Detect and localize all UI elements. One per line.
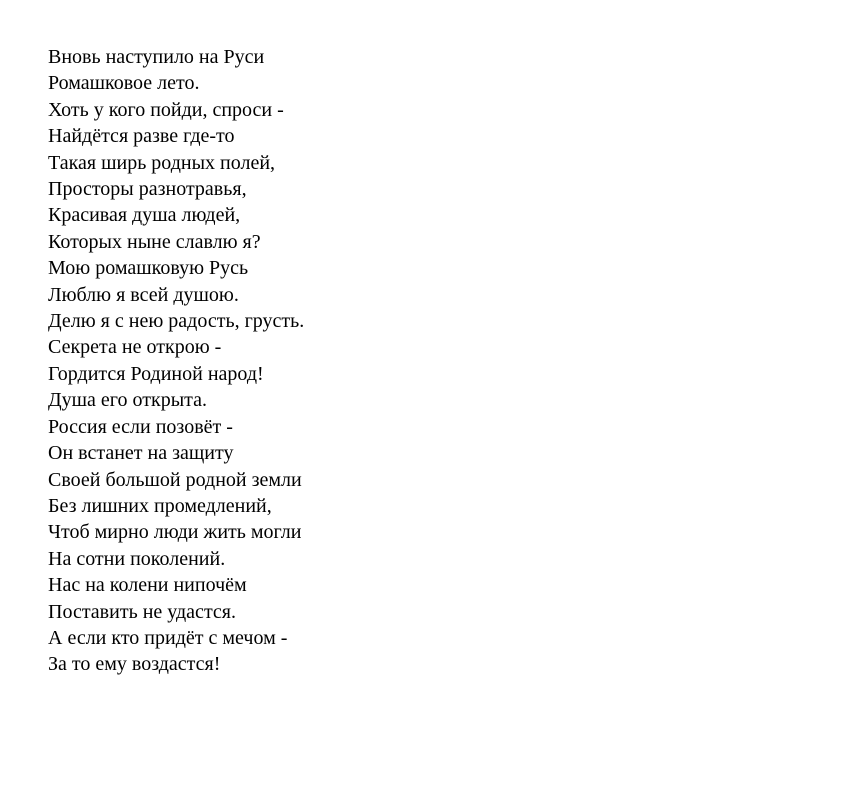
poem-line: Которых ныне славлю я?: [48, 230, 261, 253]
poem-line: Россия если позовёт -: [48, 415, 233, 438]
poem-line: Красивая душа людей,: [48, 204, 241, 227]
poem-line: Он встанет на защиту: [48, 442, 234, 465]
poem-line: Чтоб мирно люди жить могли: [48, 521, 302, 544]
poem-text: [48, 44, 304, 678]
poem-line: Вновь наступило на Руси: [48, 46, 265, 68]
poem-line: Без лишних промедлений,: [48, 494, 272, 517]
poem-line: Секрета не открою -: [48, 336, 222, 359]
poem-line: Найдётся разве где-то: [48, 125, 235, 148]
poem-line: Ромашковое лето.: [48, 72, 200, 95]
poem-line: Хоть у кого пойди, спроси -: [48, 98, 284, 121]
poem-line: Просторы разнотравья,: [48, 178, 247, 201]
poem-line: Гордится Родиной народ!: [48, 362, 264, 385]
poem-line: Люблю я всей душою.: [48, 283, 239, 306]
poem-line: А если кто придёт с мечом -: [48, 626, 288, 649]
poem-line: Такая ширь родных полей,: [48, 151, 276, 174]
poem-line: За то ему воздастся!: [48, 653, 221, 676]
poem-line: Делю я с нею радость, грусть.: [48, 310, 305, 333]
poem-line: Душа его открыта.: [48, 389, 207, 412]
poem-line: Нас на колени нипочём: [48, 574, 247, 597]
poem-line: Мою ромашковую Русь: [48, 257, 249, 280]
poem-line: Поставить не удастся.: [48, 600, 236, 623]
poem-line: На сотни поколений.: [48, 547, 226, 570]
poem-line: Своей большой родной земли: [48, 468, 302, 491]
